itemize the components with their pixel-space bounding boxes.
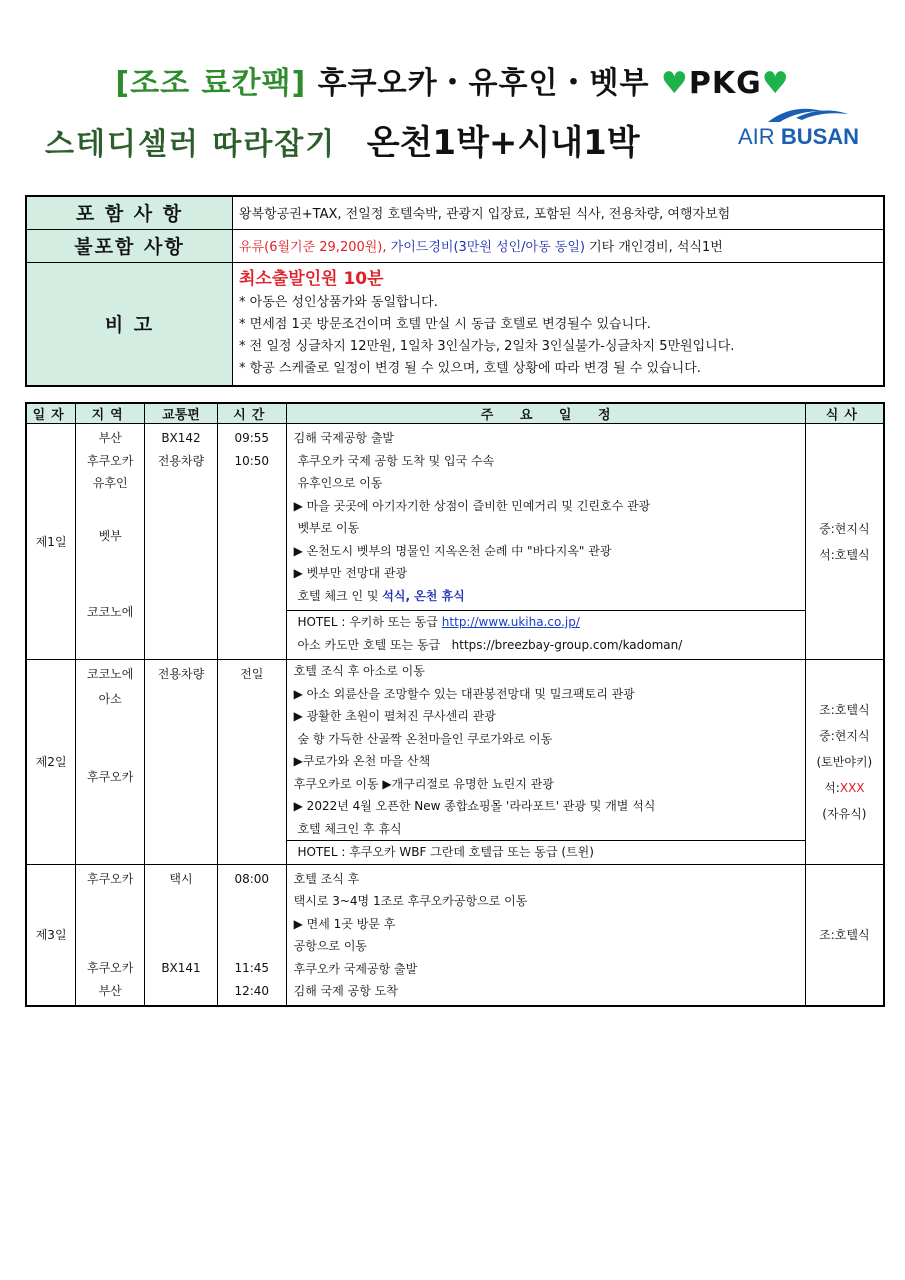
day-row-3 xyxy=(26,864,884,1006)
day-label: 제3일 xyxy=(26,864,76,1006)
heart-icon: ♥ xyxy=(761,66,790,101)
hotel-box xyxy=(287,610,805,656)
info-table xyxy=(25,195,885,387)
itinerary-line: 후쿠오카로 이동 ▶개구리절로 유명한 뇨린지 관광 xyxy=(293,776,554,791)
region: 코코노에 xyxy=(86,604,134,619)
title-bracket: [조조 료칸팩] xyxy=(115,66,307,101)
header-time: 시간 xyxy=(217,403,286,424)
logo-text xyxy=(738,124,859,150)
transport: BX141 xyxy=(161,961,201,975)
itinerary-line: ▶ 아소 외륜산을 조망할수 있는 대관봉전망대 및 밀크팩토리 관광 xyxy=(293,686,635,701)
remarks-head: 최소출발인원 10분 xyxy=(239,268,384,289)
included-text: 왕복항공권+TAX, 전일정 호텔숙박, 관광지 입장료, 포함된 식사, 전용차량, 여행자보험 xyxy=(233,196,885,229)
title-line-2 xyxy=(45,115,640,164)
remark-line: * 면세점 1곳 방문조건이며 호텔 만실 시 동급 호텔로 변경될수 있습니다. xyxy=(239,316,651,332)
region: 유후인 xyxy=(92,476,128,490)
subtitle-green: 스테디셀러 따라잡기 xyxy=(45,127,337,162)
transport-cell xyxy=(145,660,218,865)
header-meal: 식사 xyxy=(805,403,884,424)
meal-cell xyxy=(805,864,884,1006)
itinerary-cell xyxy=(286,424,805,660)
transport: 전용차량 xyxy=(157,453,205,468)
meal: (토반야키) xyxy=(816,754,873,769)
time-cell xyxy=(217,864,286,1006)
region: 후쿠오카 xyxy=(86,770,134,784)
logo-busan: BUSAN xyxy=(780,124,860,149)
region-cell xyxy=(76,660,145,865)
excluded-text xyxy=(233,229,885,262)
excluded-guide: 가이드경비(3만원 성인/아동 동일) xyxy=(390,240,585,255)
hotel-line xyxy=(294,611,805,634)
remarks-cell xyxy=(233,262,885,386)
time: 11:45 xyxy=(234,961,270,975)
schedule-table xyxy=(25,402,885,1007)
excluded-rest: 기타 개인경비, 석식1번 xyxy=(589,240,723,255)
day-label: 제2일 xyxy=(26,660,76,865)
time: 12:40 xyxy=(234,983,270,998)
region: 벳부 xyxy=(98,529,122,543)
remark-line: * 아동은 성인상품가와 동일합니다. xyxy=(239,294,438,310)
itinerary-line: 호텔 조식 후 아소로 이동 xyxy=(293,664,425,678)
hotel-box xyxy=(287,840,805,864)
remark-line: * 전 일정 싱글차지 12만원, 1일차 3인실가능, 2일차 3인실불가-싱글차지 5만원입니다. xyxy=(239,338,735,354)
itinerary-line: 후쿠오카 국제공항 출발 xyxy=(293,961,418,976)
meal: (자유식) xyxy=(822,806,867,821)
meal: 조:호텔식 xyxy=(819,927,870,942)
hotel-line: HOTEL : 후쿠오카 WBF 그란데 호텔급 또는 동급 (트윈) xyxy=(293,845,594,859)
day-label: 제1일 xyxy=(26,424,76,660)
remark-line: * 항공 스케줄로 일정이 변경 될 수 있으며, 호텔 상황에 따라 변경 될 수 있습니다. xyxy=(239,360,701,376)
meal: 중:현지식 xyxy=(819,728,870,743)
region xyxy=(76,495,144,518)
air-busan-logo xyxy=(738,104,860,154)
region: 후쿠오카 xyxy=(86,871,134,886)
checkin-text: 호텔 체크 인 및 xyxy=(293,588,383,603)
region: 후쿠오카 xyxy=(86,961,134,975)
header-itinerary: 주 요 일 정 xyxy=(286,403,805,424)
bird-icon xyxy=(766,104,850,126)
itinerary-line: ▶ 2022년 4월 오픈한 New 종합쇼핑몰 '라라포트' 관광 및 개별 석식 xyxy=(293,799,656,813)
itinerary-line: 김해 국제 공항 도착 xyxy=(293,984,398,998)
itinerary-line: 벳부로 이동 xyxy=(293,521,360,535)
region xyxy=(76,570,144,593)
meal-dinner-red: XXX xyxy=(839,780,865,795)
transport: 택시 xyxy=(169,871,193,886)
title-main: 후쿠오카・유후인・벳부 xyxy=(317,66,650,101)
itinerary-line: ▶ 광활한 초원이 펼쳐진 쿠사센리 관광 xyxy=(293,709,496,723)
itinerary-cell xyxy=(286,660,805,865)
header-day: 일자 xyxy=(26,403,76,424)
transport: BX142 xyxy=(161,431,201,445)
day-row-2 xyxy=(26,660,884,865)
time: 10:50 xyxy=(234,453,270,468)
region: 아소 xyxy=(98,691,122,706)
region: 후쿠오카 xyxy=(86,453,134,468)
meal: 중:현지식 xyxy=(819,521,870,536)
transport-cell xyxy=(145,424,218,660)
time: 09:55 xyxy=(234,431,270,445)
heart-icon: ♥ xyxy=(660,66,689,101)
header-transport: 교통편 xyxy=(145,403,218,424)
transport-cell xyxy=(145,864,218,1006)
itinerary-line: 호텔 조식 후 xyxy=(293,871,360,886)
itinerary-line: 공항으로 이동 xyxy=(293,939,368,953)
excluded-fuel: 유류(6월기준 29,200원), xyxy=(239,240,387,255)
day-row-1 xyxy=(26,424,884,660)
itinerary-line: 택시로 3~4명 1조로 후쿠오카공항으로 이동 xyxy=(293,894,528,908)
region-cell xyxy=(76,424,145,660)
itinerary-line xyxy=(294,585,805,608)
time: 전일 xyxy=(240,667,264,681)
excluded-label: 불포함 사항 xyxy=(26,229,233,262)
dinner-onsen-highlight: 석식, 온천 휴식 xyxy=(382,588,465,603)
transport: 전용차량 xyxy=(157,667,205,681)
hotel-link[interactable]: http://www.ukiha.co.jp/ xyxy=(441,615,580,629)
itinerary-line: ▶쿠로가와 온천 마을 산책 xyxy=(293,754,431,768)
meal-cell xyxy=(805,660,884,865)
region xyxy=(76,548,144,571)
meal-dinner-label: 석: xyxy=(824,780,840,795)
time-cell xyxy=(217,660,286,865)
hotel-line-2: 아소 카도만 호텔 또는 동급 https://breezbay-group.com/kadoman/ xyxy=(293,637,683,652)
meal xyxy=(806,775,883,801)
logo-air: AIR xyxy=(738,124,775,149)
itinerary-line: 숲 향 가득한 산골짝 온천마을인 쿠로가와로 이동 xyxy=(293,731,553,746)
itinerary-line: ▶ 마을 곳곳에 아기자기한 상점이 즐비한 민예거리 및 긴린호수 관광 xyxy=(293,498,651,513)
itinerary-cell xyxy=(286,864,805,1006)
itinerary-line: 김해 국제공항 출발 xyxy=(293,431,395,445)
header-region: 지역 xyxy=(76,403,145,424)
time-cell xyxy=(217,424,286,660)
itinerary-line: 유후인으로 이동 xyxy=(293,476,383,490)
meal: 조:호텔식 xyxy=(819,702,870,717)
included-label: 포 함 사 항 xyxy=(26,196,233,229)
itinerary-line: 후쿠오카 국제 공항 도착 및 입국 수속 xyxy=(293,453,495,468)
meal: 석:호텔식 xyxy=(819,547,870,562)
title-line-1 xyxy=(0,58,905,102)
subtitle-black: 온천1박+시내1박 xyxy=(366,123,640,163)
itinerary-line: 호텔 체크인 후 휴식 xyxy=(293,821,402,836)
region: 부산 xyxy=(98,983,122,998)
region: 코코노에 xyxy=(86,667,134,681)
itinerary-line: ▶ 면세 1곳 방문 후 xyxy=(293,916,396,931)
title-pkg: PKG xyxy=(688,66,762,101)
itinerary-line: ▶ 온천도시 벳부의 명물인 지옥온천 순례 中 "바다지옥" 관광 xyxy=(293,543,612,558)
remarks-label: 비 고 xyxy=(26,262,233,386)
time: 08:00 xyxy=(234,871,270,886)
meal-cell xyxy=(805,424,884,660)
region: 부산 xyxy=(98,431,122,445)
hotel-label: HOTEL : 우키하 또는 동급 xyxy=(293,615,442,629)
region-cell xyxy=(76,864,145,1006)
itinerary-line: ▶ 벳부만 전망대 관광 xyxy=(293,566,408,580)
